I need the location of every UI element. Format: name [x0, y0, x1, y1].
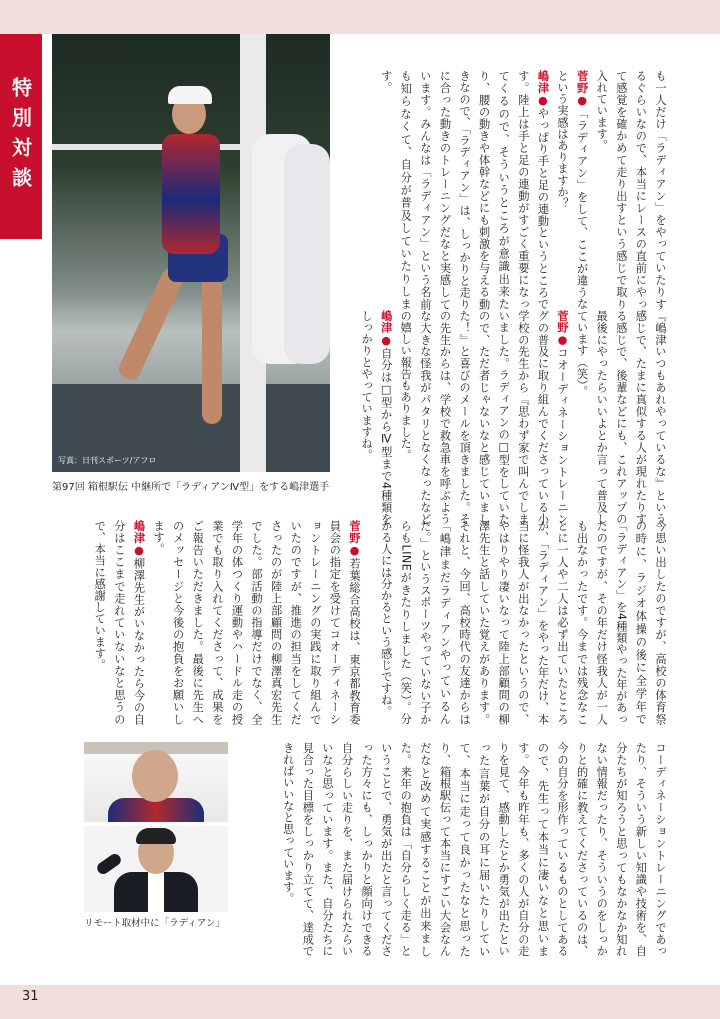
article-column	[340, 310, 670, 525]
speaker-label: 嶋津●	[536, 70, 550, 108]
paragraph: も一人だけ「ラディアン」をやっていたりするぐらいなので、本当にレースの直前にやって感覚を確かめて走り出すという感じで取り入れています。	[595, 70, 667, 310]
runner-cap	[168, 86, 212, 104]
paragraph: コオーディネーショントレーニングの普及に取り組んでくださっている小学校の先生から『思わず家で叫んでしまいました。ラディアンの□型をしていたので、ただ者じゃないなと感じていました！』と喜びのメールを頂きました。その先生からは、学校で救急車を呼ぶような大きな怪我がパタリとなくなったなどの嬉しい報告もありました。	[399, 310, 570, 525]
remote-photo-interviewer	[84, 826, 228, 912]
paragraph: 柳澤先生がいなかったら今の自分はここまで走れていないなと思うので、本当に感謝しています。	[93, 520, 146, 725]
paragraph: やっぱり手と足の連動というところです。陸上は手と足の連動がすごく重要になってくるので、そういうところが意識出来たり、腰の動きや体幹などにも刺激を与える動きなので、「ラディアン」は、しっかりと走りに合った動きのトレーニングだなと実感しています。みんなは「ラディアン」という名前も知らなくて、自分が普及していたりします。	[379, 70, 550, 310]
paragraph: 今思い出したのですが、高校の体育祭の時に、ラジオ体操の後に全学年で「ラディアン」を4種類やった年があったのですが、その年だけ怪我人が一人も出なかったです。今までは残念なことに一人や二人は必ず出ていたところが、「ラディアン」をやった年だけ、本当に怪我人が出なかったというので、やはりやり凄いなって陸上部顧問の柳澤先生と話していた覚えがあります。それと、今回、高校時代の友達からは「嶋津まだラディアンやっているんだ。」というスポーツやっていない子からもLINEがきたりしました（笑）。分かる人には分かるという感じですね。	[379, 520, 667, 725]
page-number: 31	[22, 989, 39, 1004]
speaker-label: 菅野●	[556, 310, 570, 348]
speaker-label: 嶋津●	[379, 310, 393, 348]
bottom-band	[0, 985, 720, 1019]
staff-figure	[284, 144, 330, 364]
remote-photo-caption: リモート取材中に「ラディアン」	[84, 918, 225, 929]
paragraph: 自分は□型からⅣ型まで4種類をしっかりとやっていますね。	[360, 310, 393, 525]
article-column	[84, 520, 364, 725]
runner-leg	[116, 265, 187, 383]
speaker-label: 菅野●	[575, 70, 589, 108]
article-column	[370, 520, 670, 725]
paragraph: 『嶋津いつもあれやっているな』という感じで、たまに真似する人が現れたりする感じで、後輩などにも、これアップの最後にやったらいいよとか言って普及しています（笑）。	[575, 310, 667, 525]
section-label: 特別対談	[0, 34, 42, 239]
paragraph: コーディネーショントレーニングであったり、そういう新しい知識や技術を、自分たちが知ろうと思ってもなかなか知れない情報だったり、そういうのをしっかりと的確に教えてくださっているのは、今の自分を形作っているものとしてあるので、先生って本当に凄いなと思います。今年も昨年も、多くの人が自分の走りを見て、感動したとか勇気が出たといった言葉が自分の耳に届いたりしていて、本当に走って良かったなと思ったり、箱根駅伝って本当にすごい大会なんだなと改めて実感することが出来ました。来年の抱負は「自分らしく走る」ということで、勇気が出たと言ってくださった方々にも、しっかりと顔向けできる自分らしい走りを、また届けられたらいいなと思っています。また、自分たちに見合った目標をしっかり立てて、達成できればいいなと思っています。	[281, 742, 667, 957]
remote-photo-runner	[84, 742, 228, 822]
article-column	[234, 742, 670, 957]
shirt	[148, 872, 164, 912]
runner-leg	[202, 274, 222, 424]
paragraph: 若葉総合高校は、東京都教育委員会の指定を受けてコオーディネーショントレーニングの実践に取り組んでいたのですが、推進の担当をしてくださったのが陸上部顧問の柳澤真宏先生でした。部活動の指導だけでなく、全学年の体つくり運動やハードル走の授業でも取り入れてくださって、成果をご報告いただきました。最後に先生へのメッセージと今後の抱負をお願いします。	[152, 520, 361, 725]
article-column	[340, 70, 670, 310]
top-band	[0, 0, 720, 34]
runner-body	[162, 134, 220, 254]
runner-photo	[52, 34, 330, 472]
railing	[52, 144, 252, 150]
photo-caption: 第97回 箱根駅伝 中継所で「ラディアンⅣ型」をする嶋津選手	[52, 482, 330, 493]
photo-credit: 写真：日刊スポーツ/アフロ	[58, 456, 157, 465]
hair	[136, 828, 176, 844]
paragraph: 「ラディアン」をして、ここが違うなという実感はありますか？	[556, 70, 589, 310]
runner-face	[132, 750, 178, 802]
speaker-label: 菅野●	[348, 520, 361, 558]
speaker-label: 嶋津●	[132, 520, 146, 558]
arm	[95, 852, 123, 877]
